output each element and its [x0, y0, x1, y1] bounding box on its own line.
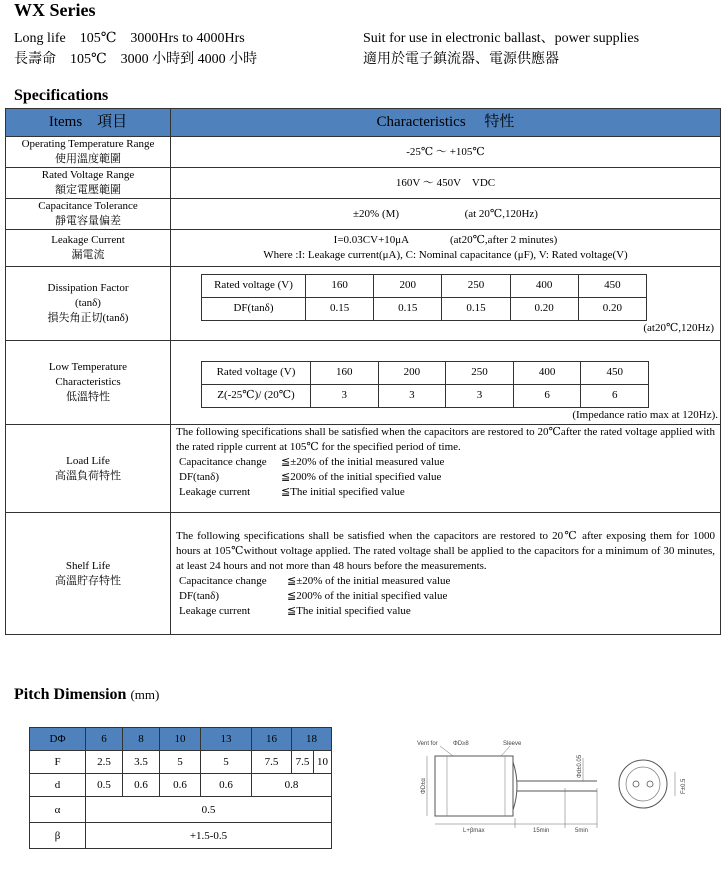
- dia-cond-label: ΦD≥8: [453, 741, 469, 747]
- body-diameter-label: ΦD±α: [421, 778, 427, 794]
- f-value: 7.5: [292, 751, 314, 774]
- table-row: [6, 341, 721, 425]
- table-row: [6, 425, 721, 513]
- item-label-en: Rated Voltage Range: [41, 169, 135, 181]
- lt-value: 3: [311, 384, 379, 407]
- item-label-en: Load Life: [66, 454, 110, 467]
- lt-voltage: 250: [446, 361, 514, 384]
- table-row: [6, 137, 721, 168]
- specifications-title: Specifications: [14, 87, 109, 104]
- table-header-row: [6, 109, 721, 137]
- df-voltage: 250: [442, 274, 510, 297]
- criteria-label: Leakage current: [179, 486, 251, 498]
- df-cell: [171, 267, 721, 341]
- pitch-table: [29, 727, 332, 849]
- alpha-value: 0.5: [86, 797, 332, 823]
- shelf-life-cell: [171, 513, 721, 635]
- f-value: 2.5: [86, 751, 123, 774]
- table-row: [6, 513, 721, 635]
- table-row: [6, 168, 721, 199]
- f-value: 10: [314, 751, 332, 774]
- beta-label: β: [30, 823, 86, 849]
- df-voltage-label: Rated voltage (V): [202, 274, 306, 297]
- diameter: 18: [292, 728, 332, 751]
- shelf-life-text: The following specifications shall be satisfied when the capacitors are restored to 20℃ after exposing them for 1000 hours at 105℃without voltage applied. The rated voltage shall be applied to the capacitors for a minimum of 30 minutes, at least 24 hours and not more than 48 hours before the measurements.: [176, 529, 715, 572]
- lt-voltage-label: Rated voltage (V): [202, 361, 311, 384]
- df-value-label: DF(tanδ): [202, 297, 306, 320]
- f-label: F: [30, 751, 86, 774]
- leakage-where: Where :I: Leakage current(μA), C: Nominal capacitance (μF), V: Rated voltage(V): [263, 249, 628, 261]
- table-row: [6, 199, 721, 230]
- lt-voltage: 200: [378, 361, 446, 384]
- df-voltage-row: [202, 274, 647, 297]
- diameter: 8: [123, 728, 160, 751]
- pitch-label: F±0.5: [681, 778, 687, 794]
- df-voltage: 400: [510, 274, 578, 297]
- application-line-en: Suit for use in electronic ballast、power supplies: [363, 31, 640, 46]
- lt-value: 3: [378, 384, 446, 407]
- load-life-text: The following specifications shall be satisfied when the capacitors are restored to 20℃after the rated voltage applied with the rated ripple current at 105℃ for the specified period of time.: [176, 426, 715, 453]
- criteria-value: ≦200% of the initial specified value: [287, 589, 448, 602]
- low-temp-cell: [171, 341, 721, 425]
- item-cell: [6, 199, 171, 230]
- feature-line-en: Long life 105℃ 3000Hrs to 4000Hrs: [14, 31, 245, 46]
- criteria-label: DF(tanδ): [179, 471, 220, 483]
- end-view-inner: [626, 767, 660, 801]
- d-value: 0.6: [160, 774, 201, 797]
- df-value: 0.20: [510, 297, 578, 320]
- item-cell: [6, 267, 171, 341]
- item-label-zh: 額定電壓範圍: [55, 184, 121, 196]
- pitch-unit: (mm): [130, 687, 160, 702]
- criteria-label: Capacitance change: [179, 574, 267, 587]
- beta-value: +1.5-0.5: [86, 823, 332, 849]
- criteria-label: Capacitance change: [179, 456, 267, 468]
- feature-line-zh: 長壽命 105℃ 3000 小時到 4000 小時: [14, 52, 258, 67]
- table-row: [6, 230, 721, 267]
- df-value: 0.20: [578, 297, 646, 320]
- diameter: 16: [252, 728, 292, 751]
- cap-tol-condition: (at 20℃,120Hz): [464, 207, 538, 220]
- df-voltage: 160: [306, 274, 374, 297]
- df-note: (at20℃,120Hz): [643, 321, 714, 334]
- criteria-value: ≦±20% of the initial measured value: [281, 456, 445, 468]
- item-label-zh: 高溫負荷特性: [55, 469, 121, 482]
- diameter: 10: [160, 728, 201, 751]
- df-value: 0.15: [306, 297, 374, 320]
- shelf-life-criteria: [173, 574, 718, 619]
- lead-5min-label: 5min: [575, 828, 589, 834]
- criteria-value: ≦The initial specified value: [281, 486, 405, 498]
- rated-voltage-value: 160V ～ 450V VDC: [171, 168, 721, 199]
- low-temp-note: (Impedance ratio max at 120Hz).: [572, 408, 718, 421]
- lt-value: 3: [446, 384, 514, 407]
- item-label-en: Capacitance Tolerance: [38, 200, 138, 212]
- d-label: d: [30, 774, 86, 797]
- vent-label: Vent for: [417, 741, 438, 747]
- df-voltage: 200: [374, 274, 442, 297]
- series-title: WX Series: [14, 0, 96, 20]
- table-row: [6, 267, 721, 341]
- lt-voltage: 160: [311, 361, 379, 384]
- specifications-table: [5, 108, 721, 635]
- sleeve-label: Sleeve: [503, 741, 522, 747]
- op-temp-value: -25℃ ～ +105℃: [171, 137, 721, 168]
- criteria-label: Leakage current: [179, 604, 251, 617]
- item-label-zh: 使用溫度範圍: [55, 153, 121, 165]
- pitch-beta-row: [30, 823, 332, 849]
- item-label-zh: 靜電容量偏差: [55, 215, 121, 227]
- item-cell: [6, 425, 171, 513]
- item-cell: [6, 513, 171, 635]
- f-value: 5: [160, 751, 201, 774]
- d-value: 0.8: [252, 774, 332, 797]
- criteria-value: ≦200% of the initial specified value: [281, 471, 442, 483]
- item-label-en: Operating Temperature Range: [21, 138, 155, 150]
- item-cell: [6, 137, 171, 168]
- application-line-zh: 適用於電子鎮流器、電源供應器: [363, 52, 559, 67]
- criteria-label: DF(tanδ): [179, 589, 220, 602]
- df-value: 0.15: [442, 297, 510, 320]
- end-view-lead: [647, 781, 653, 787]
- diameter: 13: [201, 728, 252, 751]
- leakage-formula: I=0.03CV+10μA: [333, 234, 409, 246]
- pitch-f-row: [30, 751, 332, 774]
- cap-tol-value: ±20% (M): [353, 207, 400, 220]
- diameter: 6: [86, 728, 123, 751]
- lt-value: 6: [581, 384, 649, 407]
- item-label-zh: 高溫貯存特性: [55, 574, 121, 587]
- load-life-criteria: [173, 455, 718, 500]
- pitch-d-row: [30, 774, 332, 797]
- item-label-en-2: (tanδ): [75, 297, 101, 309]
- d-value: 0.6: [123, 774, 160, 797]
- pitch-dimension-title: [14, 686, 159, 704]
- item-label-zh: 低溫特性: [66, 391, 110, 403]
- f-value: 3.5: [123, 751, 160, 774]
- df-voltage: 450: [578, 274, 646, 297]
- items-header: Items 項目: [6, 109, 171, 137]
- lt-value-row: [202, 384, 649, 407]
- length-label: L+βmax: [463, 828, 485, 834]
- capacitor-dimension-drawing: [395, 728, 715, 840]
- dphi-label: DΦ: [30, 728, 86, 751]
- lead-diameter-label: Φd±0.05: [577, 754, 583, 778]
- characteristics-header: Characteristics 特性: [171, 109, 721, 137]
- criteria-value: ≦The initial specified value: [287, 604, 411, 617]
- df-value-row: [202, 297, 647, 320]
- lt-value: 6: [513, 384, 581, 407]
- df-value: 0.15: [374, 297, 442, 320]
- pitch-alpha-row: [30, 797, 332, 823]
- cap-tol-cell: [171, 199, 721, 230]
- item-label-zh: 損失角正切(tanδ): [47, 312, 129, 324]
- item-cell: [6, 341, 171, 425]
- item-label-zh: 漏電流: [71, 249, 105, 261]
- lt-voltage-row: [202, 361, 649, 384]
- item-label-en-2: Characteristics: [55, 376, 121, 388]
- df-table: [201, 274, 647, 321]
- criteria-value: ≦±20% of the initial measured value: [287, 574, 451, 587]
- d-value: 0.5: [86, 774, 123, 797]
- lt-voltage: 450: [581, 361, 649, 384]
- lt-voltage: 400: [513, 361, 581, 384]
- item-label-en: Leakage Current: [51, 234, 125, 246]
- leakage-condition: (at20℃,after 2 minutes): [450, 234, 558, 246]
- low-temp-table: [201, 361, 649, 408]
- pitch-title-text: Pitch Dimension: [14, 686, 127, 703]
- leakage-cell: [171, 230, 721, 267]
- item-cell: [6, 168, 171, 199]
- load-life-cell: [171, 425, 721, 513]
- end-view-lead: [633, 781, 639, 787]
- d-value: 0.6: [201, 774, 252, 797]
- f-value: 7.5: [252, 751, 292, 774]
- item-cell: [6, 230, 171, 267]
- pitch-header-row: [30, 728, 332, 751]
- lead-15min-label: 15min: [533, 828, 550, 834]
- alpha-label: α: [30, 797, 86, 823]
- item-label-en: Shelf Life: [65, 559, 111, 572]
- lt-value-label: Z(-25℃)/ (20℃): [202, 384, 311, 407]
- item-label-en: Dissipation Factor: [47, 282, 129, 294]
- f-value: 5: [201, 751, 252, 774]
- item-label-en: Low Temperature: [48, 361, 128, 373]
